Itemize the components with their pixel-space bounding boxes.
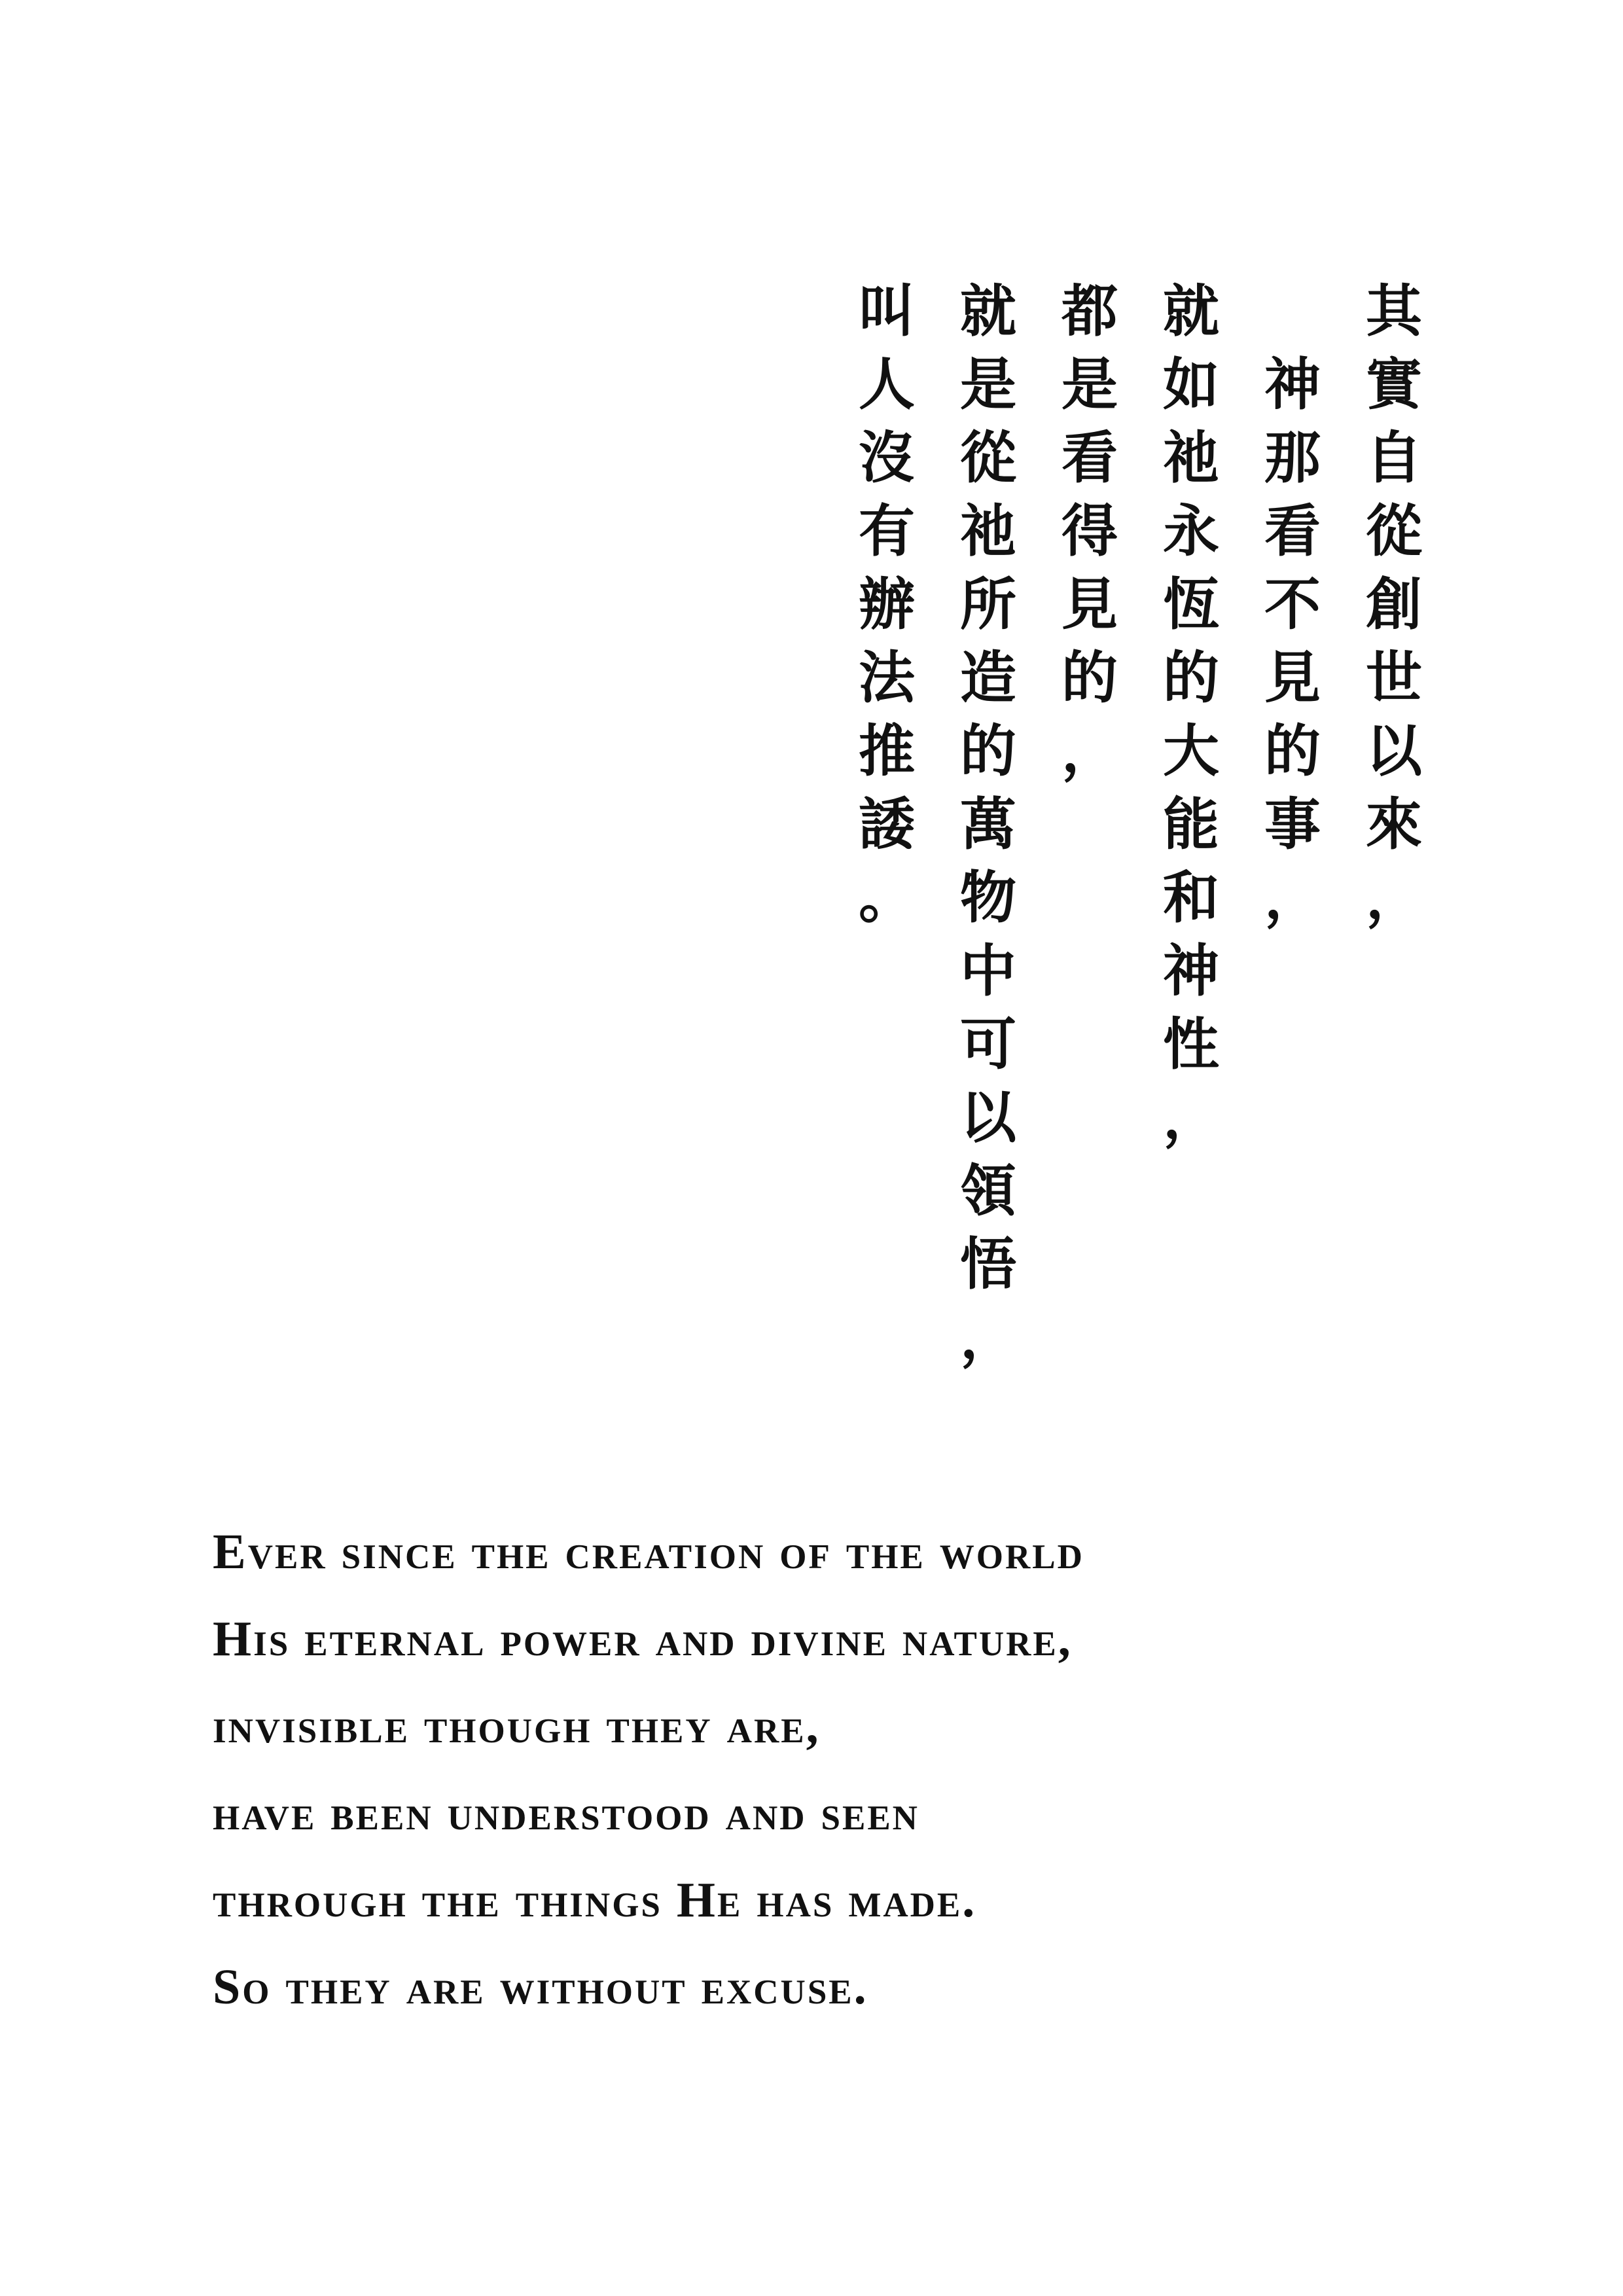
chinese-character: 中 [960, 938, 1016, 1004]
chinese-character: 就 [1163, 278, 1219, 344]
chinese-character: 可 [960, 1011, 1016, 1077]
english-verse-block [213, 1509, 1325, 2031]
chinese-character: 創 [1366, 571, 1422, 637]
chinese-character: 以 [960, 1085, 1016, 1151]
english-line-2: His eternal power and divine nature, [213, 1611, 1073, 1666]
chinese-verse-block [818, 275, 1440, 1371]
chinese-character: 都 [1061, 278, 1118, 344]
chinese-character: 造 [960, 645, 1016, 711]
chinese-character: 神 [1264, 351, 1321, 418]
chinese-character: 那 [1264, 425, 1321, 491]
chinese-character: 物 [960, 865, 1016, 931]
chinese-character: 以 [1366, 718, 1422, 784]
chinese-character: 性 [1163, 1011, 1219, 1077]
chinese-character: 是 [1061, 351, 1118, 418]
chinese-character: 人 [859, 351, 915, 418]
chinese-column-6 [851, 275, 923, 935]
chinese-character: 祂 [960, 498, 1016, 564]
chinese-column-5 [952, 275, 1024, 1374]
chinese-character: 諉 [859, 791, 915, 857]
english-line-4: have been understood and seen [213, 1785, 919, 1840]
chinese-character: 就 [960, 278, 1016, 344]
chinese-character: 祂 [1163, 425, 1219, 491]
chinese-character: 的 [1061, 645, 1118, 711]
chinese-character: 看 [1061, 425, 1118, 491]
chinese-character: 領 [960, 1158, 1016, 1224]
chinese-character: ， [1264, 865, 1321, 931]
chinese-character: 不 [1264, 571, 1321, 637]
chinese-character: 神 [1163, 938, 1219, 1004]
chinese-character: 叫 [859, 278, 915, 344]
chinese-character: ， [1061, 718, 1118, 784]
chinese-character: 推 [859, 718, 915, 784]
chinese-column-4 [1054, 275, 1126, 788]
chinese-character: 所 [960, 571, 1016, 637]
chinese-character: 世 [1366, 645, 1422, 711]
chinese-character: ， [960, 1304, 1016, 1371]
chinese-character: 大 [1163, 718, 1219, 784]
chinese-character: 。 [859, 865, 915, 931]
chinese-character: 見 [1264, 645, 1321, 711]
chinese-character: 法 [859, 645, 915, 711]
chinese-character: 的 [1264, 718, 1321, 784]
chinese-column-2 [1257, 348, 1329, 935]
english-line-5: through the things He has made. [213, 1873, 977, 1928]
english-line-1: Ever since the creation of the world [213, 1524, 1084, 1579]
chinese-character: 見 [1061, 571, 1118, 637]
chinese-character: 辦 [859, 571, 915, 637]
chinese-character: 萬 [960, 791, 1016, 857]
chinese-character: 是 [960, 351, 1016, 418]
chinese-character: 從 [960, 425, 1016, 491]
chinese-character: 能 [1163, 791, 1219, 857]
chinese-character: ， [1163, 1085, 1219, 1151]
chinese-character: 的 [1163, 645, 1219, 711]
english-line-3: invisible though they are, [213, 1698, 821, 1753]
chinese-character: ， [1366, 865, 1422, 931]
chinese-character: 有 [859, 498, 915, 564]
chinese-character: 永 [1163, 498, 1219, 564]
english-line-6: So they are without excuse. [213, 1960, 868, 2015]
chinese-character: 實 [1366, 351, 1422, 418]
chinese-character: 悟 [960, 1231, 1016, 1297]
chinese-character: 沒 [859, 425, 915, 491]
chinese-character: 如 [1163, 351, 1219, 418]
chinese-character: 看 [1264, 498, 1321, 564]
chinese-character: 來 [1366, 791, 1422, 857]
chinese-character: 恆 [1163, 571, 1219, 637]
chinese-character: 事 [1264, 791, 1321, 857]
chinese-character: 從 [1366, 498, 1422, 564]
chinese-character: 自 [1366, 425, 1422, 491]
chinese-character: 的 [960, 718, 1016, 784]
chinese-column-3 [1155, 275, 1227, 1155]
chinese-character: 和 [1163, 865, 1219, 931]
chinese-column-1 [1358, 275, 1430, 935]
chinese-character: 其 [1366, 278, 1422, 344]
chinese-character: 得 [1061, 498, 1118, 564]
